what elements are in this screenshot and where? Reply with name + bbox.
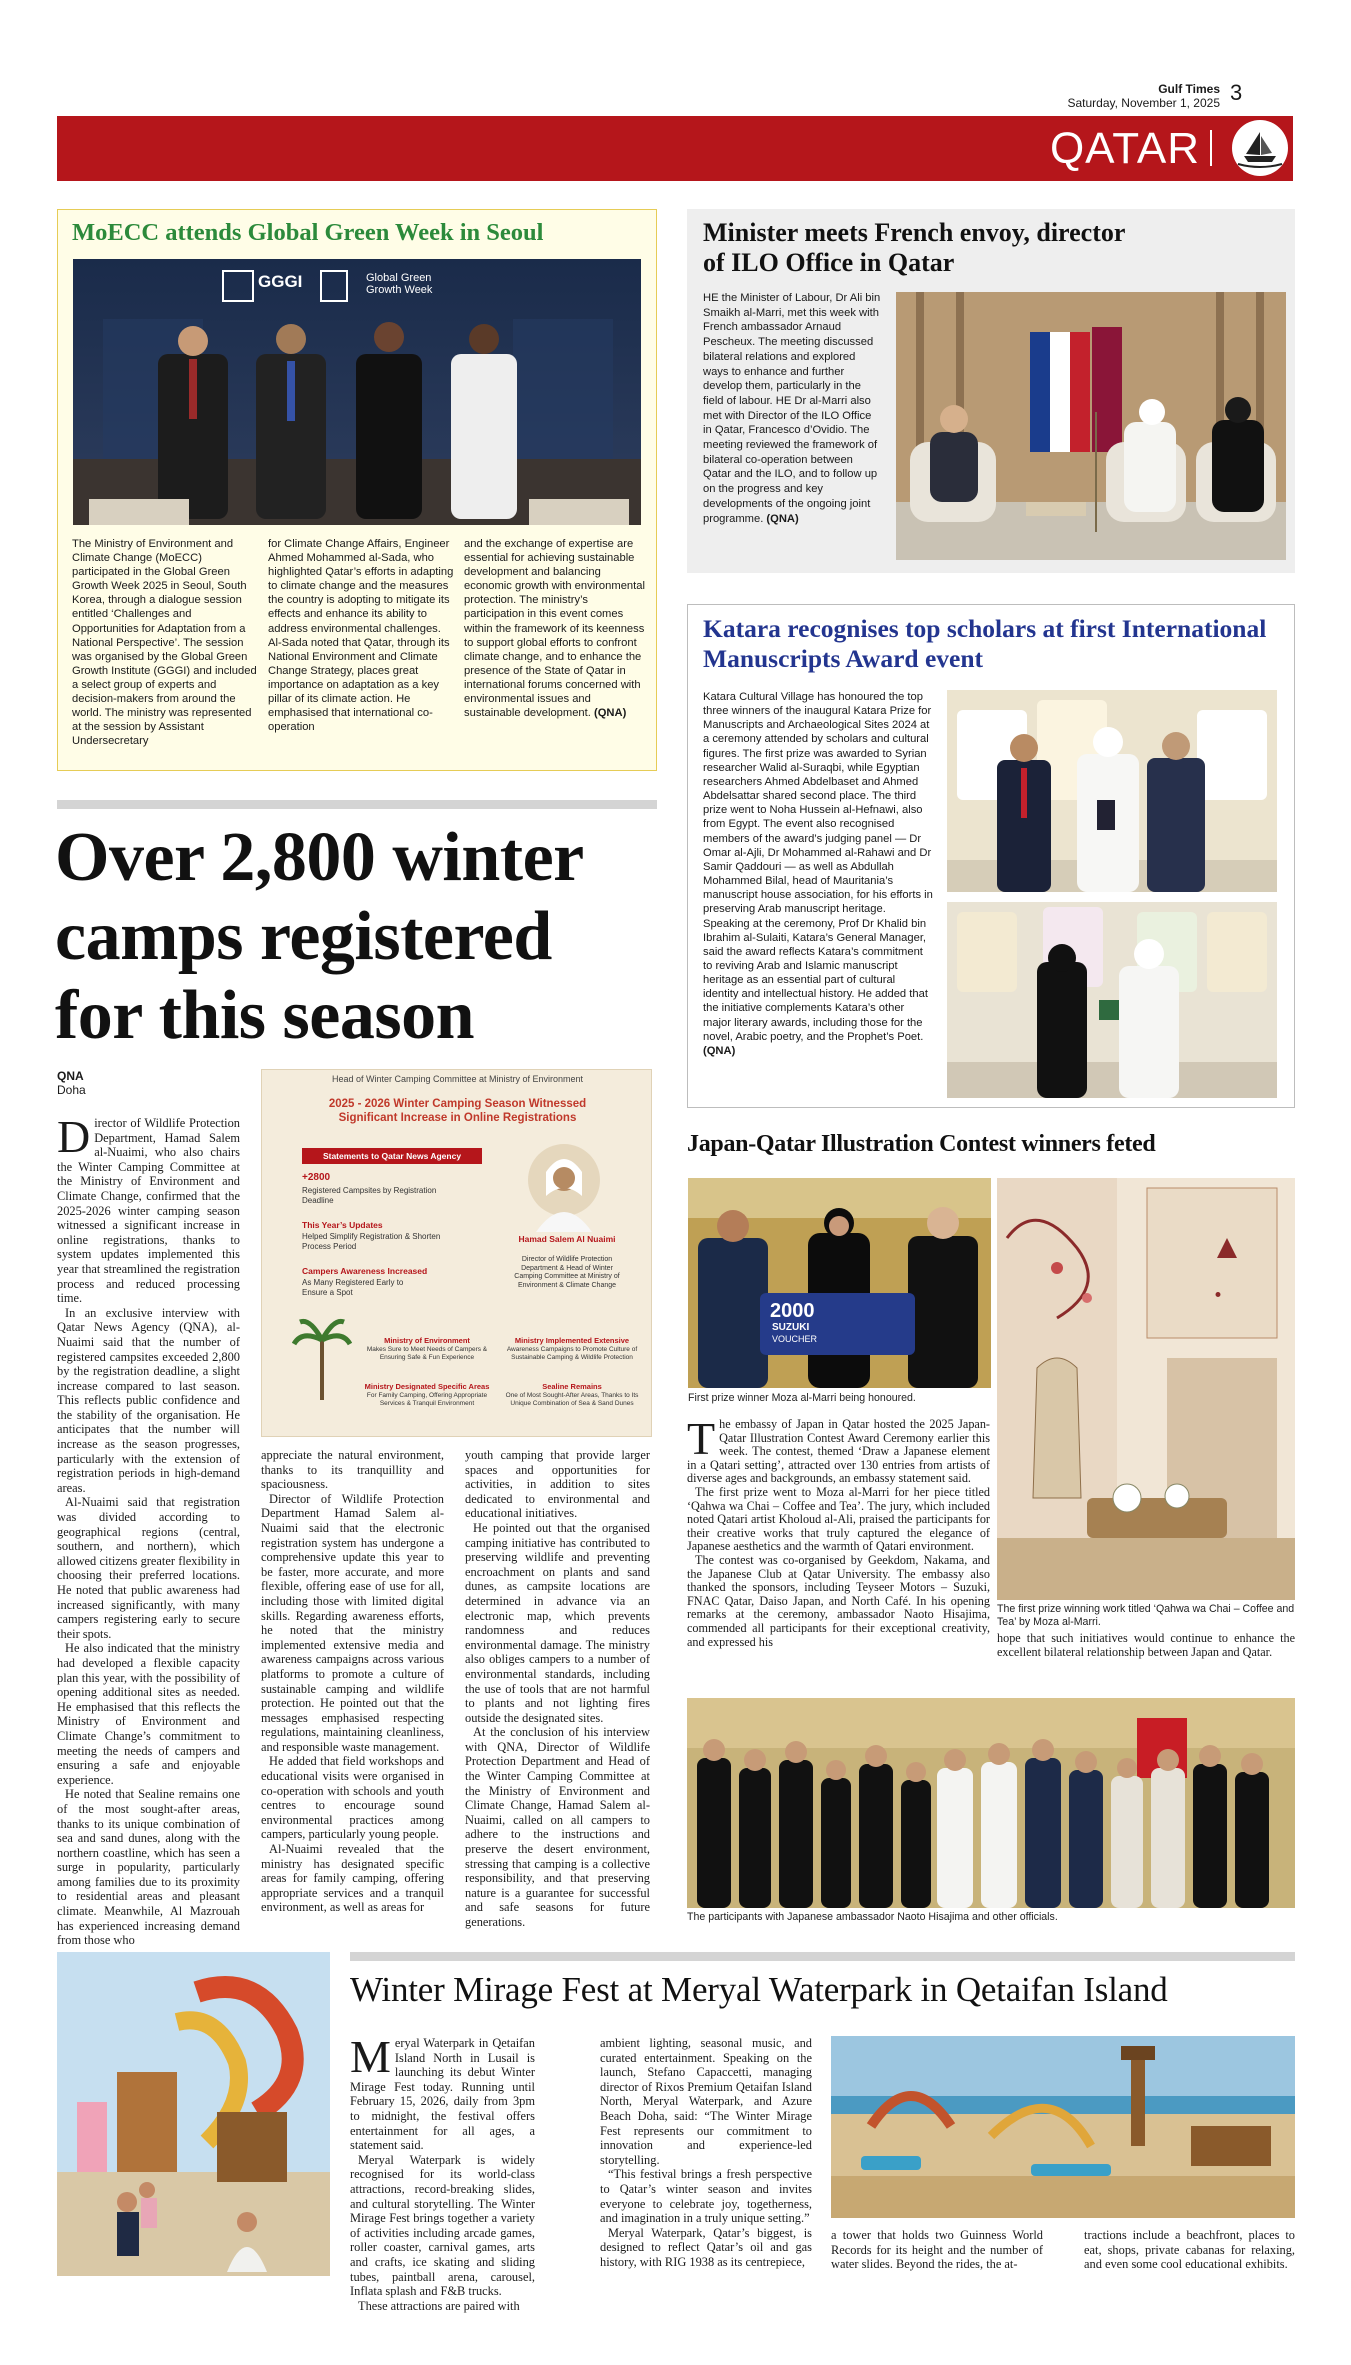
japan-artwork [997,1178,1295,1600]
dhow-logo-icon [1232,120,1288,176]
info-person-name: Hamad Salem Al Nuaimi [518,1234,616,1244]
info-bar: Statements to Qatar News Agency [302,1148,482,1164]
info-designated-desc: For Family Camping, Offering Appropriate Services & Tranquil Environment [366,1392,488,1407]
japan-headline: Japan-Qatar Illustration Contest winners feted [687,1131,1156,1157]
info-sealine-title: Sealine Remains [542,1382,602,1391]
section-title: QATAR [1049,124,1200,173]
voucher-label: VOUCHER [772,1334,818,1344]
camps-dateline: Doha [57,1083,86,1097]
minister-headline: Minister meets French envoy, director of ILO Office in Qatar [703,218,1125,277]
info-top-line: Head of Winter Camping Committee at Ministry of Environment [331,1074,584,1084]
camps-headline-line1: Over 2,800 winter [55,819,584,896]
info-stat: +2800 [302,1172,331,1183]
voucher-brand: SUZUKI [772,1322,810,1333]
camps-col1: Director of Wildlife Protection Department, Hamad Salem al-Nuaimi, who also chairs the Winter Camping Committee at the Ministry of Environment and Climate Change, confirmed that the 2025-2026 winter camping season witnessed a significant increase in online registrations, thanks to system updates implemented this year that streamlined the registration process and reduced processing time. In an exclusive interview with Qatar News Agency (QNA), al-Nuaimi said that the number of registered campsites exceeded 2,800 by the registration deadline, a slight increase compared to last season. This reflects public confidence and the stability of the organisation. He anticipates that the number will increase as the season progresses, particularly with the extension of registration periods in high-demand areas. Al-Nuaimi said that registration was divided according to geographical regions (central, southern, and northern), which allowed citizens greater flexibility in choosing their preferred locations. He noted that public awareness had increased significantly, with many campers registering early to secure their spots. He also indicated that the ministry had developed a flexible capacity plan this year, with the possibility of opening additional sites as needed. He emphasised that this reflects the Ministry of Environment and Climate Change’s commitment to meeting the needs of campers and ensuring a safe and enjoyable experience. He noted that Sealine remains one of the most sought-after areas, thanks to its unique combination of sea and sand dunes, along with the northern coastline, which has seen a surge in popularity, particularly among families due to its proximity to residential areas and pleasant climate. Meanwhile, Al Mazrouah has experienced increasing demand from those who [57,1111,240,1948]
camps-infographic [261,1069,652,1437]
info-stat-desc: Registered Campsites by Registration Deadline [302,1186,437,1205]
meryal-col1: Meryal Waterpark in Qetaifan Island North in Lusail is launching its debut Winter Mirage Fest today. Running until February 15, 2026, daily from 3pm to midnight, the festival offers entertainment for all ages, a statement said. Meryal Waterpark is widely recognised for its world-class attractions, record-breaking slides, and cultural storytelling. The Winter Mirage Fest brings together a variety of activities including arcade games, roller coaster, carnival games, arts and crafts, ice skating and sliding tubes, paintball arena, carousel, Inflata splash and F&B trucks. These attractions are paired with [350,2031,535,2313]
info-designated-title: Ministry Designated Specific Areas [364,1382,490,1391]
katara-body: Katara Cultural Village has honoured the top three winners of the inaugural Katara Prize for Manuscripts and Archaeological Sites 2024 at a ceremony attended by scholars and cultural figures. The first prize was awarded to Syrian researcher Walid al-Suraqbi, while Egyptian researchers Ahmed Abdelbaset and Ahmed Abdelsattar shared second place. The third prize went to Noha Hussein al-Hefnawi, also from Egypt. The event also recognised members of the award’s judging panel — Dr Omar al-Ajli, Dr Mohammed al-Rahawi and Dr Samir Qaddouri — as well as Abdullah Mohammed Bilal, head of Mauritania’s manuscript house association, for his efforts in preserving Arab manuscript heritage. Speaking at the ceremony, Prof Dr Khalid bin Ibrahim al-Sulaiti, Katara’s General Manager, said the award reflects Katara’s commitment to reviving Arab and Islamic manuscript heritage as an essential part of cultural identity and intellectual history. He added that the initiative complements Katara’s other major literary awards, including those for the novel, Arabic poetry, and the Prophet’s Poet. (QNA) [703,691,933,1057]
meryal-col3: a tower that holds two Guinness World Records for its height and the number of water slides. Beyond the rides, the at- [831,2228,1043,2272]
camps-headline [55,818,675,1055]
meryal-photo-left [57,1952,330,2276]
japan-body-end: hope that such initiatives would continue to enhance the excellent bilateral relationship between Japan and Qatar. [997,1631,1295,1659]
minister-photo [896,292,1286,560]
info-portrait [524,1140,604,1232]
moecc-col2: for Climate Change Affairs, Engineer Ahmed Mohammed al-Sada, who highlighted Qatar’s efforts in adapting to climate change and the measures the country is adopting to mitigate its effects and enhance its ability to address environmental challenges. Al-Sada noted that Qatar, through its National Environment and Climate Change Strategy, places great importance on adaptation as a key pillar of its climate action. He emphasised that international co-operation [268,538,454,734]
info-ministry-desc: Makes Sure to Meet Needs of Campers & Ensuring Safe & Fun Experience [366,1346,488,1361]
info-implemented-desc: Awareness Campaigns to Promote Culture of Sustainable Camping & Wildlife Protection [506,1346,638,1361]
camps-headline-line3: for this season [55,977,475,1054]
info-title-2: Significant Increase in Online Registrations [338,1112,577,1124]
moecc-col1: The Ministry of Environment and Climate Change (MoECC) participated in the Global Green Growth Week 2025 in Seoul, South Korea, through a dialogue session entitled ‘Challenges and Opportunities for Adaptation from a National Perspective’. The session was organised by the Global Green Growth Institute (GGGI) and included a select group of experts and decision-makers from around the world. The ministry was represented at the session by Assistant Undersecretary [72,538,257,748]
info-updates-title: This Year’s Updates [302,1220,383,1230]
moecc-banner-logo: GGGI [258,272,303,291]
japan-caption-1: First prize winner Moza al-Marri being honoured. [688,1392,916,1404]
info-person-role: Director of Wildlife Protection Department & Head of Winter Camping Committee at Ministry of Environment & Climate Change [514,1256,620,1289]
japan-photo-winner [688,1178,991,1388]
katara-photo-1 [947,690,1277,892]
page-number: 3 [1230,80,1243,105]
japan-body: The embassy of Japan in Qatar hosted the 2025 Japan-Qatar Illustration Contest Award Ceremony earlier this week. The contest, themed ‘Draw a Japanese element in a Qatari setting’, attracted over 130 entries from artists of diverse ages and backgrounds, an embassy statement said. The first prize went to Moza al-Marri for her piece titled ‘Qahwa wa Chai – Coffee and Tea’. The jury, which included noted Qatari artist Kholoud al-Ali, praised the participants for their creative works that truly captured the elegance of Japanese aesthetics and the warmth of Qatari environment. The contest was co-organised by Geekdom, Nakama, and the Japanese Club at Qatar University. The embassy also thanked the sponsors, including Teyseer Motors – Suzuki, FNAC Qatar, Daiso Japan, and North Café. In his opening remarks at the ceremony, ambassador Naoto Hisajima, commended all participants for their exceptional creativity, and expressed his [687,1413,990,1649]
palm-icon [292,1310,352,1400]
info-awareness-title: Campers Awareness Increased [302,1266,428,1276]
moecc-banner-text: Global Green Growth Week [366,272,433,296]
minister-body: HE the Minister of Labour, Dr Ali bin Smaikh al-Marri, met this week with French ambassador Arnaud Pescheux. The meeting discussed bilateral relations and explored ways to enhance and further develop them, particularly in the field of labour. HE Dr al-Marri also met with Director of the ILO Office in Qatar, Francesco d’Ovidio. The meeting reviewed the framework of bilateral co-operation between Qatar and the ILO, and to follow up on the progress and key developments of the ongoing joint programme. (QNA) [703,292,881,525]
info-sealine-desc: One of Most Sought-After Areas, Thanks to Its Unique Combination of Sea & Sand Dunes [505,1392,639,1407]
publication-date: Saturday, November 1, 2025 [1067,96,1220,110]
camps-dropcap: D [57,1111,91,1162]
meryal-col4: tractions include a beachfront, places to eat, shops, private cabanas for relaxing, and even some cool educational exhibits. [1084,2228,1295,2272]
japan-caption-3: The participants with Japanese ambassador Naoto Hisajima and other officials. [687,1911,1058,1923]
moecc-col3: and the exchange of expertise are essential for achieving sustainable development and balancing economic growth with environmental protection. The ministry’s participation in this event comes within the framework of its keenness to support global efforts to confront climate change, and to enhance the presence of the State of Qatar in international forums concerned with environmental issues and sustainable development. (QNA) [464,538,645,720]
info-implemented-title: Ministry Implemented Extensive [514,1336,630,1345]
info-updates-desc: Helped Simplify Registration & Shorten Process Period [302,1232,441,1251]
camps-rule [57,800,657,809]
meryal-rule [350,1952,1295,1961]
voucher-amount: 2000 [770,1300,815,1322]
publication-name: Gulf Times [1158,82,1220,96]
svg-text:·: · [1212,1273,1225,1317]
camps-col2: appreciate the natural environment, thanks to its tranquillity and spaciousness. Director of Wildlife Protection Department Hamad Salem al-Nuaimi said that the electronic registration system has undergone a comprehensive update this year to be faster, more accurate, and more flexible, offering ease of use for all, including those with limited digital skills. Regarding awareness efforts, he noted that the ministry implemented extensive media and awareness campaigns across various platforms to promote a culture of sustainable camping and wildlife protection. He pointed out that the messages emphasised respecting regulations, maintaining cleanliness, and responsible waste management. He added that field workshops and educational visits were organised in co-operation with schools and youth centres to encourage sound environmental practices among campers, particularly young people. Al-Nuaimi revealed that the ministry has designated specific areas for family camping, offering appropriate services and a tranquil environment, as well as areas for [261,1448,444,1915]
moecc-headline: MoECC attends Global Green Week in Seoul [72,219,544,246]
katara-photo-2 [947,902,1277,1098]
band-divider [1210,130,1212,166]
camps-col3: youth camping that provide larger spaces and opportunities for activities, in addition to sites dedicated to environmental and educational initiatives. He pointed out that the organised camping initiative has contributed to preserving wildlife and preventing encroachment on plants and sand dunes, as campsite locations are determined in advance via an electronic map, which prevents randomness and reduces environmental damage. The ministry also obliges campers to a number of environmental standards, including the use of tools that are not harmful to plants and not lighting fires outside the designated sites. At the conclusion of his interview with QNA, Director of Wildlife Protection Department and Head of the Winter Camping Committee at the Ministry of Environment and Climate Change, Hamad Salem al-Nuaimi, called on all campers to adhere to the instructions and preserve the desert environment, stressing that camping is a collective responsibility, and that preserving nature is a guarantee for successful and safe seasons for future generations. [465,1448,650,1929]
katara-headline: Katara recognises top scholars at first International Manuscripts Award event [703,614,1267,673]
info-title-1: 2025 - 2026 Winter Camping Season Witnessed [328,1098,587,1110]
japan-group-photo [687,1698,1295,1908]
meryal-col2: ambient lighting, seasonal music, and curated entertainment. Speaking on the launch, Stefano Capaccetti, managing director of Rixos Premium Qetaifan Island North, Meryal Waterpark, and Azure Beach Doha, said: “The Winter Mirage Fest represents our commitment to innovation and experience-led storytelling. “This festival brings a fresh perspective to Qatar’s winter season and invites everyone to celebrate joy, togetherness, and imagination in a truly unique setting.” Meryal Waterpark, Qatar’s biggest, is designed to reflect Qatar’s oil and gas history, with RIG 1938 as its centrepiece, [600,2036,812,2269]
info-awareness-desc: As Many Registered Early to Ensure a Spot [302,1278,404,1297]
info-ministry-title: Ministry of Environment [384,1336,470,1345]
meryal-photo-right [831,2036,1295,2218]
camps-byline: QNA [57,1069,84,1083]
japan-caption-2: The first prize winning work titled ‘Qahwa wa Chai – Coffee and Tea’ by Moza al-Marri. [997,1603,1295,1628]
meryal-dropcap: M [350,2031,391,2082]
moecc-photo [73,259,641,525]
japan-dropcap: T [687,1413,716,1464]
camps-headline-line2: camps registered [55,898,552,975]
meryal-headline: Winter Mirage Fest at Meryal Waterpark in Qetaifan Island [350,1970,1168,2009]
